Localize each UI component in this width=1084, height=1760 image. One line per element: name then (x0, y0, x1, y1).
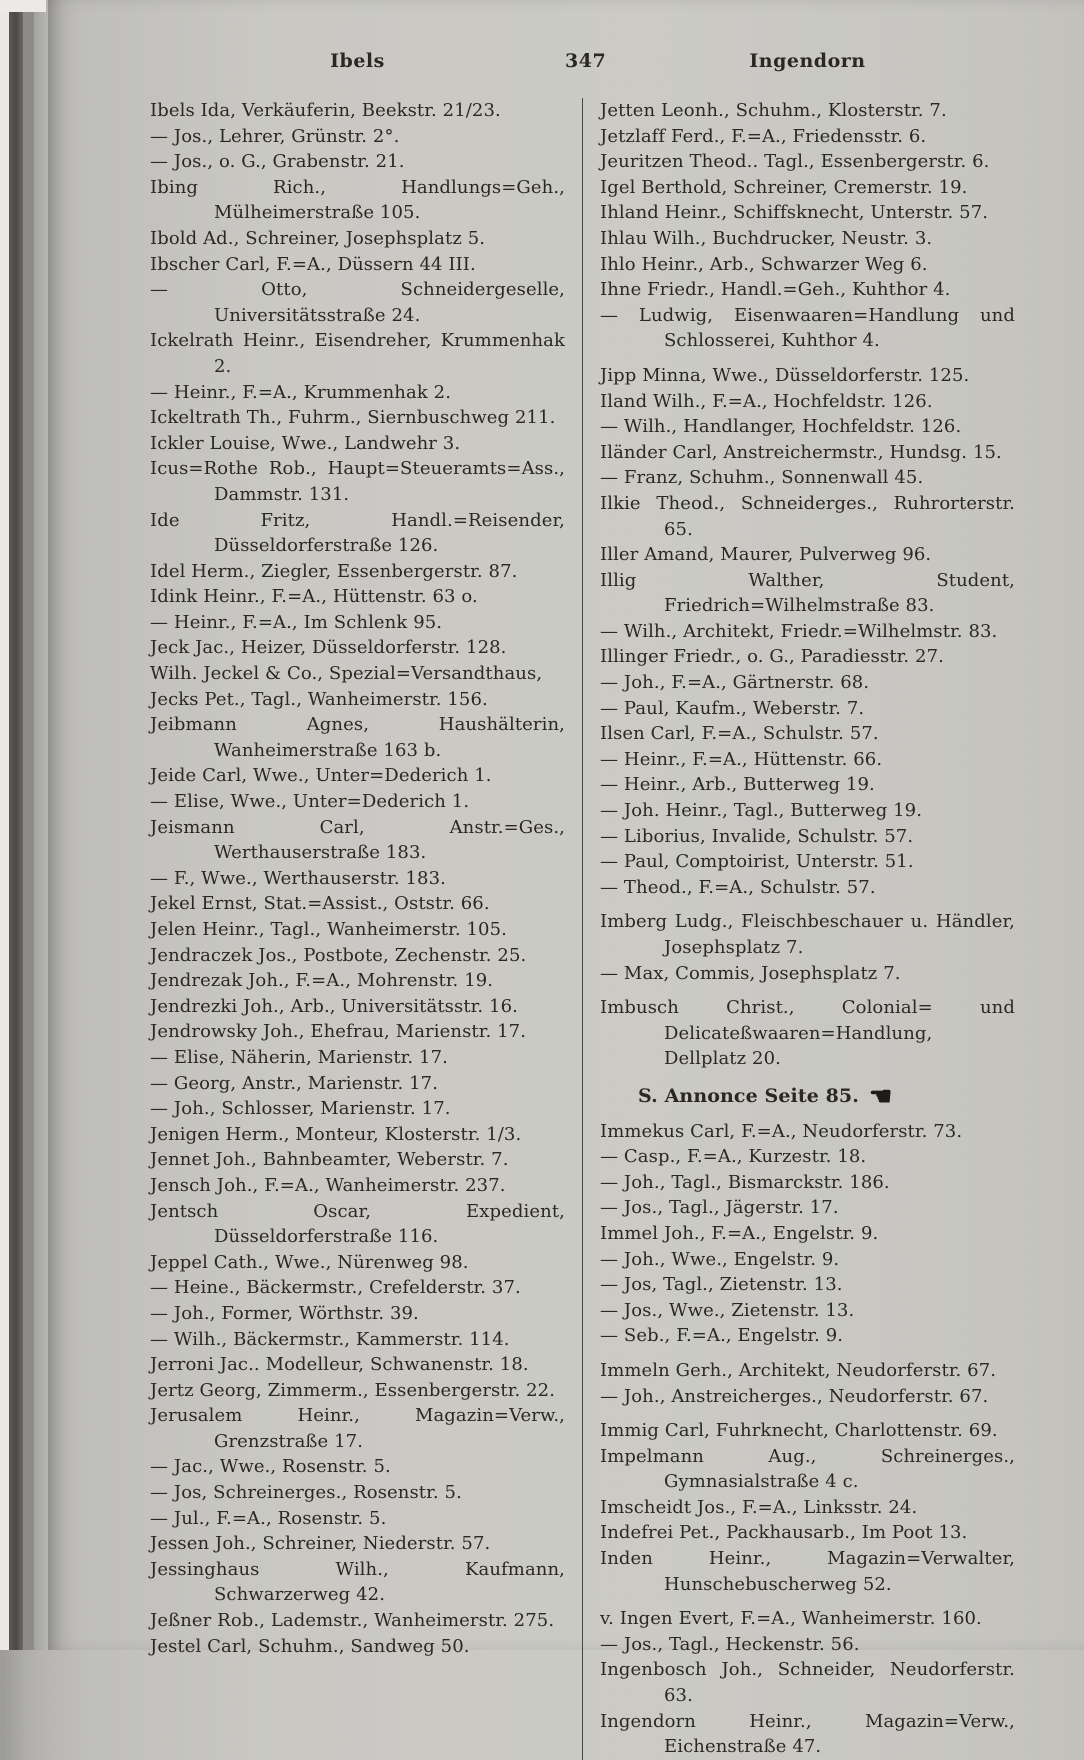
directory-entry (600, 1221, 1015, 1247)
directory-entry (600, 798, 1015, 824)
entry-text: — Otto, Schneidergeselle, Universitätsstraße 24. (150, 279, 565, 326)
entry-text: Idink Heinr., F.=A., Hüttenstr. 63 o. (150, 586, 478, 608)
entry-text: Jeide Carl, Wwe., Unter=Dederich 1. (150, 765, 492, 787)
entry-text: — Max, Commis, Josephsplatz 7. (600, 962, 901, 984)
entry-text: Imberg Ludg., Fleischbeschauer u. Händler, Josephsplatz 7. (600, 911, 1015, 958)
entry-text: Ilkie Theod., Schneiderges., Ruhrorterstr. 65. (600, 492, 1015, 540)
directory-entry (600, 875, 1015, 901)
entry-text: — Ludwig, Eisenwaaren=Handlung und Schlosserei, Kuhthor 4. (600, 304, 1015, 352)
directory-entry (600, 252, 1015, 278)
entry-text: Inden Heinr., Magazin=Verwalter, Hunschebuscherweg 52. (600, 1548, 1015, 1595)
entry-text: — Liborius, Invalide, Schulstr. 57. (600, 825, 914, 847)
entry-text: — Seb., F.=A., Engelstr. 9. (600, 1325, 844, 1347)
entry-text: Jentsch Oscar, Expedient, Düsseldorferstraße 116. (150, 1200, 565, 1248)
entry-text: Ihlau Wilh., Buchdrucker, Neustr. 3. (600, 227, 933, 249)
directory-entry (150, 1250, 565, 1276)
directory-entry (600, 568, 1015, 619)
directory-entry (600, 1444, 1015, 1495)
scanned-paper-page (48, 0, 1084, 1758)
directory-entry (600, 277, 1015, 303)
entry-text: Impelmann Aug., Schreinerges., Gymnasialstraße 4 c. (600, 1445, 1015, 1493)
directory-entry (150, 891, 565, 917)
directory-entry (150, 968, 565, 994)
entry-text: Ibels Ida, Verkäuferin, Beekstr. 21/23. (150, 100, 501, 121)
directory-entry (600, 696, 1015, 722)
directory-entry (600, 226, 1015, 252)
header-keyword-right: Ingendorn (749, 50, 866, 72)
directory-column-left (150, 98, 565, 1659)
entry-text: — Jul., F.=A., Rosenstr. 5. (150, 1507, 387, 1529)
entry-text: Imbusch Christ., Colonial= und Delicateßwaaren=Handlung, Dellplatz 20. (600, 997, 1015, 1070)
entry-text: Idel Herm., Ziegler, Essenbergerstr. 87. (150, 560, 518, 582)
entry-text: Iländer Carl, Anstreichermstr., Hundsg. 15. (600, 441, 1002, 463)
entry-text: — Joh., F.=A., Gärtnerstr. 68. (600, 672, 870, 694)
entry-text: Jeck Jac., Heizer, Düsseldorferstr. 128. (150, 637, 507, 659)
page-edge-strip-mid (23, 0, 34, 1650)
page-number: 347 (565, 50, 607, 72)
directory-entry (600, 1323, 1015, 1349)
directory-entry (600, 995, 1015, 1072)
entry-text: Iland Wilh., F.=A., Hochfeldstr. 126. (600, 390, 933, 412)
directory-entry (150, 763, 565, 789)
entry-text: — Jos., Wwe., Zietenstr. 13. (600, 1299, 855, 1321)
entry-text: Ibold Ad., Schreiner, Josephsplatz 5. (150, 227, 486, 249)
entry-text: Ingendorn Heinr., Magazin=Verw., Eichenstraße 47. (600, 1710, 1015, 1758)
directory-entry (150, 1506, 565, 1532)
directory-entry (600, 1298, 1015, 1324)
directory-entry (600, 303, 1015, 354)
entry-text: Jetten Leonh., Schuhm., Klosterstr. 7. (600, 100, 947, 121)
directory-entry (600, 1546, 1015, 1597)
entry-text: Jertz Georg, Zimmerm., Essenbergerstr. 22. (150, 1379, 556, 1401)
entry-text: Jerusalem Heinr., Magazin=Verw., Grenzstraße 17. (150, 1405, 565, 1452)
directory-entry (600, 772, 1015, 798)
directory-entry (150, 149, 565, 175)
entry-text: — Wilh., Architekt, Friedr.=Wilhelmstr. 83. (600, 620, 998, 642)
directory-entry (150, 1608, 565, 1634)
entry-text: Jeismann Carl, Anstr.=Ges., Werthauserstraße 183. (150, 816, 565, 864)
directory-entry (150, 405, 565, 431)
directory-entry (150, 712, 565, 763)
entry-text: Jerroni Jac.. Modelleur, Schwanenstr. 18. (150, 1354, 529, 1376)
entry-text: — Joh., Wwe., Engelstr. 9. (600, 1248, 840, 1270)
directory-entry (600, 1495, 1015, 1521)
directory-entry (150, 1403, 565, 1454)
directory-entry (600, 644, 1015, 670)
entry-text: Imscheidt Jos., F.=A., Linksstr. 24. (600, 1496, 918, 1518)
entry-text: Jipp Minna, Wwe., Düsseldorferstr. 125. (600, 364, 970, 386)
entry-text: Illig Walther, Student, Friedrich=Wilhelmstraße 83. (600, 569, 1015, 617)
directory-entry (150, 1147, 565, 1173)
directory-entry (150, 277, 565, 328)
entry-text: Jeppel Cath., Wwe., Nürenweg 98. (150, 1251, 469, 1273)
entry-text: — Joh. Heinr., Tagl., Butterweg 19. (600, 800, 923, 822)
directory-entry (150, 661, 565, 687)
entry-text: — Elise, Wwe., Unter=Dederich 1. (150, 791, 470, 813)
entry-text: Ihne Friedr., Handl.=Geh., Kuhthor 4. (600, 279, 951, 301)
directory-entry (150, 866, 565, 892)
entry-text: — Jos., o. G., Grabenstr. 21. (150, 151, 405, 173)
directory-entry (150, 1071, 565, 1097)
directory-entry (150, 1454, 565, 1480)
directory-entry (600, 175, 1015, 201)
directory-entry (150, 1199, 565, 1250)
directory-entry (600, 849, 1015, 875)
entry-text: v. Ingen Evert, F.=A., Wanheimerstr. 160. (600, 1608, 982, 1630)
directory-entry (600, 824, 1015, 850)
directory-entry (600, 721, 1015, 747)
directory-entry (600, 200, 1015, 226)
directory-entry (600, 363, 1015, 389)
directory-entry (600, 747, 1015, 773)
entry-text: Indefrei Pet., Packhausarb., Im Poot 13. (600, 1522, 968, 1544)
entry-text: — Heinr., F.=A., Im Schlenk 95. (150, 611, 443, 633)
directory-entry (150, 917, 565, 943)
directory-entry (150, 1352, 565, 1378)
directory-entry (150, 1275, 565, 1301)
entry-text: Icus=Rothe Rob., Haupt=Steueramts=Ass., Dammstr. 131. (150, 458, 565, 505)
entry-text: — Jos, Tagl., Zietenstr. 13. (600, 1274, 843, 1296)
directory-entry (600, 1119, 1015, 1145)
directory-entry (600, 491, 1015, 542)
entry-text: — Joh., Former, Wörthstr. 39. (150, 1302, 419, 1324)
entry-text: Illinger Friedr., o. G., Paradiesstr. 27. (600, 646, 944, 668)
directory-entry (150, 508, 565, 559)
header-keyword-left: Ibels (330, 50, 385, 72)
directory-entry (150, 1122, 565, 1148)
entry-text: Jendrezak Joh., F.=A., Mohrenstr. 19. (150, 970, 494, 992)
directory-entry (600, 1520, 1015, 1546)
directory-entry (600, 1418, 1015, 1444)
entry-text: Ibscher Carl, F.=A., Düssern 44 III. (150, 253, 476, 275)
entry-text: Immig Carl, Fuhrknecht, Charlottenstr. 69. (600, 1420, 998, 1442)
directory-entry (600, 149, 1015, 175)
directory-entry (150, 943, 565, 969)
directory-entry (600, 1606, 1015, 1632)
directory-entry (600, 1247, 1015, 1273)
directory-entry (150, 687, 565, 713)
entry-text: Jeßner Rob., Lademstr., Wanheimerstr. 275. (150, 1610, 555, 1632)
directory-entry (600, 961, 1015, 987)
entry-text: Jestel Carl, Schuhm., Sandweg 50. (150, 1635, 470, 1657)
directory-entry (150, 380, 565, 406)
entry-text: — Casp., F.=A., Kurzestr. 18. (600, 1146, 867, 1168)
directory-entry (150, 1301, 565, 1327)
entry-text: — Jos., Tagl., Jägerstr. 17. (600, 1197, 839, 1219)
directory-entry (600, 1272, 1015, 1298)
directory-entry (600, 1384, 1015, 1410)
directory-entry (600, 542, 1015, 568)
entry-text: Jendrezki Joh., Arb., Universitätsstr. 16. (150, 995, 518, 1017)
column-divider-rule (582, 98, 583, 1760)
directory-entry (150, 175, 565, 226)
entry-text: — Joh., Anstreicherges., Neudorferstr. 67. (600, 1385, 989, 1407)
entry-text: — Jos, Schreinerges., Rosenstr. 5. (150, 1482, 462, 1504)
entry-text: — Jac., Wwe., Rosenstr. 5. (150, 1456, 391, 1478)
directory-entry (150, 584, 565, 610)
entry-text: Ihlo Heinr., Arb., Schwarzer Weg 6. (600, 253, 928, 275)
directory-entry (600, 1170, 1015, 1196)
page-header (150, 50, 1015, 72)
entry-text: Jetzlaff Ferd., F.=A., Friedensstr. 6. (600, 125, 927, 147)
entry-text: Ickler Louise, Wwe., Landwehr 3. (150, 432, 461, 454)
entry-text: — Heinr., F.=A., Krummenhak 2. (150, 381, 452, 403)
entry-text: Jennet Joh., Bahnbeamter, Weberstr. 7. (150, 1149, 509, 1171)
directory-entry (600, 1709, 1015, 1760)
directory-entry (600, 389, 1015, 415)
entry-text: Jensch Joh., F.=A., Wanheimerstr. 237. (150, 1174, 506, 1196)
entry-text: — Theod., F.=A., Schulstr. 57. (600, 876, 876, 898)
entry-text: Jendraczek Jos., Postbote, Zechenstr. 25. (150, 944, 527, 966)
page-edge-strip-fade (34, 0, 48, 1650)
entry-text: — Heine., Bäckermstr., Crefelderstr. 37. (150, 1277, 521, 1299)
directory-entry (150, 635, 565, 661)
entry-text: — Jos., Lehrer, Grünstr. 2°. (150, 125, 400, 147)
entry-text: Ickelrath Heinr., Eisendreher, Krummenhak 2. (150, 330, 565, 377)
directory-entry (600, 465, 1015, 491)
entry-text: Jessen Joh., Schreiner, Niederstr. 57. (150, 1533, 491, 1555)
entry-text: Ickeltrath Th., Fuhrm., Siernbuschweg 211. (150, 407, 556, 429)
entry-text: — Elise, Näherin, Marienstr. 17. (150, 1046, 448, 1068)
entry-text: Ide Fritz, Handl.=Reisender, Düsseldorferstraße 126. (150, 509, 565, 557)
entry-text: — Joh., Tagl., Bismarckstr. 186. (600, 1171, 890, 1193)
entry-text: — Paul, Kaufm., Weberstr. 7. (600, 697, 865, 719)
directory-entry (600, 1195, 1015, 1221)
directory-entry (600, 670, 1015, 696)
directory-entry (150, 1173, 565, 1199)
entry-text: Jeibmann Agnes, Haushälterin, Wanheimerstraße 163 b. (150, 714, 565, 761)
directory-entry (150, 1378, 565, 1404)
directory-entry (150, 252, 565, 278)
directory-entry (150, 815, 565, 866)
directory-entry (600, 440, 1015, 466)
directory-entry (150, 1096, 565, 1122)
entry-text: — Heinr., Arb., Butterweg 19. (600, 774, 875, 796)
entry-text: Immel Joh., F.=A., Engelstr. 9. (600, 1222, 879, 1244)
entry-text: — Wilh., Handlanger, Hochfeldstr. 126. (600, 416, 962, 438)
directory-entry (150, 1045, 565, 1071)
directory-entry (150, 994, 565, 1020)
entry-text: Jelen Heinr., Tagl., Wanheimerstr. 105. (150, 919, 507, 940)
entry-text: Jeuritzen Theod.. Tagl., Essenbergerstr. 6. (600, 151, 990, 173)
entry-text: Jekel Ernst, Stat.=Assist., Oststr. 66. (150, 893, 490, 915)
entry-text: Ingenbosch Joh., Schneider, Neudorferstr. 63. (600, 1659, 1015, 1707)
entry-text: Ilsen Carl, F.=A., Schulstr. 57. (600, 723, 879, 745)
page-edge-strip-light (0, 0, 9, 1650)
directory-entry (150, 559, 565, 585)
entry-text: — Jos., Tagl., Heckenstr. 56. (600, 1633, 860, 1655)
book-binding-shadow (9, 0, 23, 1650)
directory-entry (600, 909, 1015, 960)
directory-entry (150, 789, 565, 815)
directory-entry (600, 1144, 1015, 1170)
directory-entry (150, 1531, 565, 1557)
entry-text: — F., Wwe., Werthauserstr. 183. (150, 867, 446, 889)
directory-entry (150, 226, 565, 252)
scan-corner-highlight (0, 0, 46, 12)
entry-text: — Joh., Schlosser, Marienstr. 17. (150, 1098, 451, 1120)
entry-text: Jecks Pet., Tagl., Wanheimerstr. 156. (150, 688, 488, 710)
directory-entry (600, 414, 1015, 440)
directory-entry (150, 456, 565, 507)
page-content (150, 50, 1015, 1760)
entry-text: Igel Berthold, Schreiner, Cremerstr. 19. (600, 176, 968, 198)
entry-text: Iller Amand, Maurer, Pulverweg 96. (600, 544, 932, 566)
directory-entry (600, 619, 1015, 645)
directory-entry (150, 1557, 565, 1608)
entry-text: Ibing Rich., Handlungs=Geh., Mülheimerstraße 105. (150, 176, 565, 224)
entry-text: S. Annonce Seite 85. (638, 1084, 859, 1107)
entry-text: Wilh. Jeckel & Co., Spezial=Versandthaus, (150, 663, 543, 685)
entry-text: — Franz, Schuhm., Sonnenwall 45. (600, 467, 924, 489)
directory-entry (150, 431, 565, 457)
directory-entry (150, 328, 565, 379)
directory-entry (600, 1657, 1015, 1708)
entry-text: Jenigen Herm., Monteur, Klosterstr. 1/3. (150, 1123, 522, 1145)
directory-entry (600, 1358, 1015, 1384)
directory-entry (150, 1634, 565, 1660)
entry-text: — Wilh., Bäckermstr., Kammerstr. 114. (150, 1328, 510, 1350)
manicule-icon: ☚ (868, 1081, 893, 1112)
entry-text: Ihland Heinr., Schiffsknecht, Unterstr. 57. (600, 202, 989, 224)
entry-text: — Georg, Anstr., Marienstr. 17. (150, 1072, 439, 1094)
entry-text: Jessinghaus Wilh., Kaufmann, Schwarzerweg 42. (150, 1558, 565, 1606)
entry-text: Jendrowsky Joh., Ehefrau, Marienstr. 17. (150, 1021, 527, 1043)
entry-text: — Paul, Comptoirist, Unterstr. 51. (600, 851, 914, 873)
directory-entry (150, 98, 565, 124)
directory-entry (600, 98, 1015, 124)
directory-columns (150, 98, 1015, 1760)
directory-entry (150, 1019, 565, 1045)
entry-text: — Heinr., F.=A., Hüttenstr. 66. (600, 748, 883, 770)
directory-column-right (600, 98, 1015, 1760)
directory-entry (150, 124, 565, 150)
directory-entry (600, 1081, 1015, 1112)
directory-entry (600, 124, 1015, 150)
directory-entry (600, 1632, 1015, 1658)
directory-entry (150, 1327, 565, 1353)
directory-entry (150, 1480, 565, 1506)
directory-entry (150, 610, 565, 636)
entry-text: Immeln Gerh., Architekt, Neudorferstr. 67. (600, 1359, 997, 1381)
entry-text: Immekus Carl, F.=A., Neudorferstr. 73. (600, 1120, 963, 1142)
